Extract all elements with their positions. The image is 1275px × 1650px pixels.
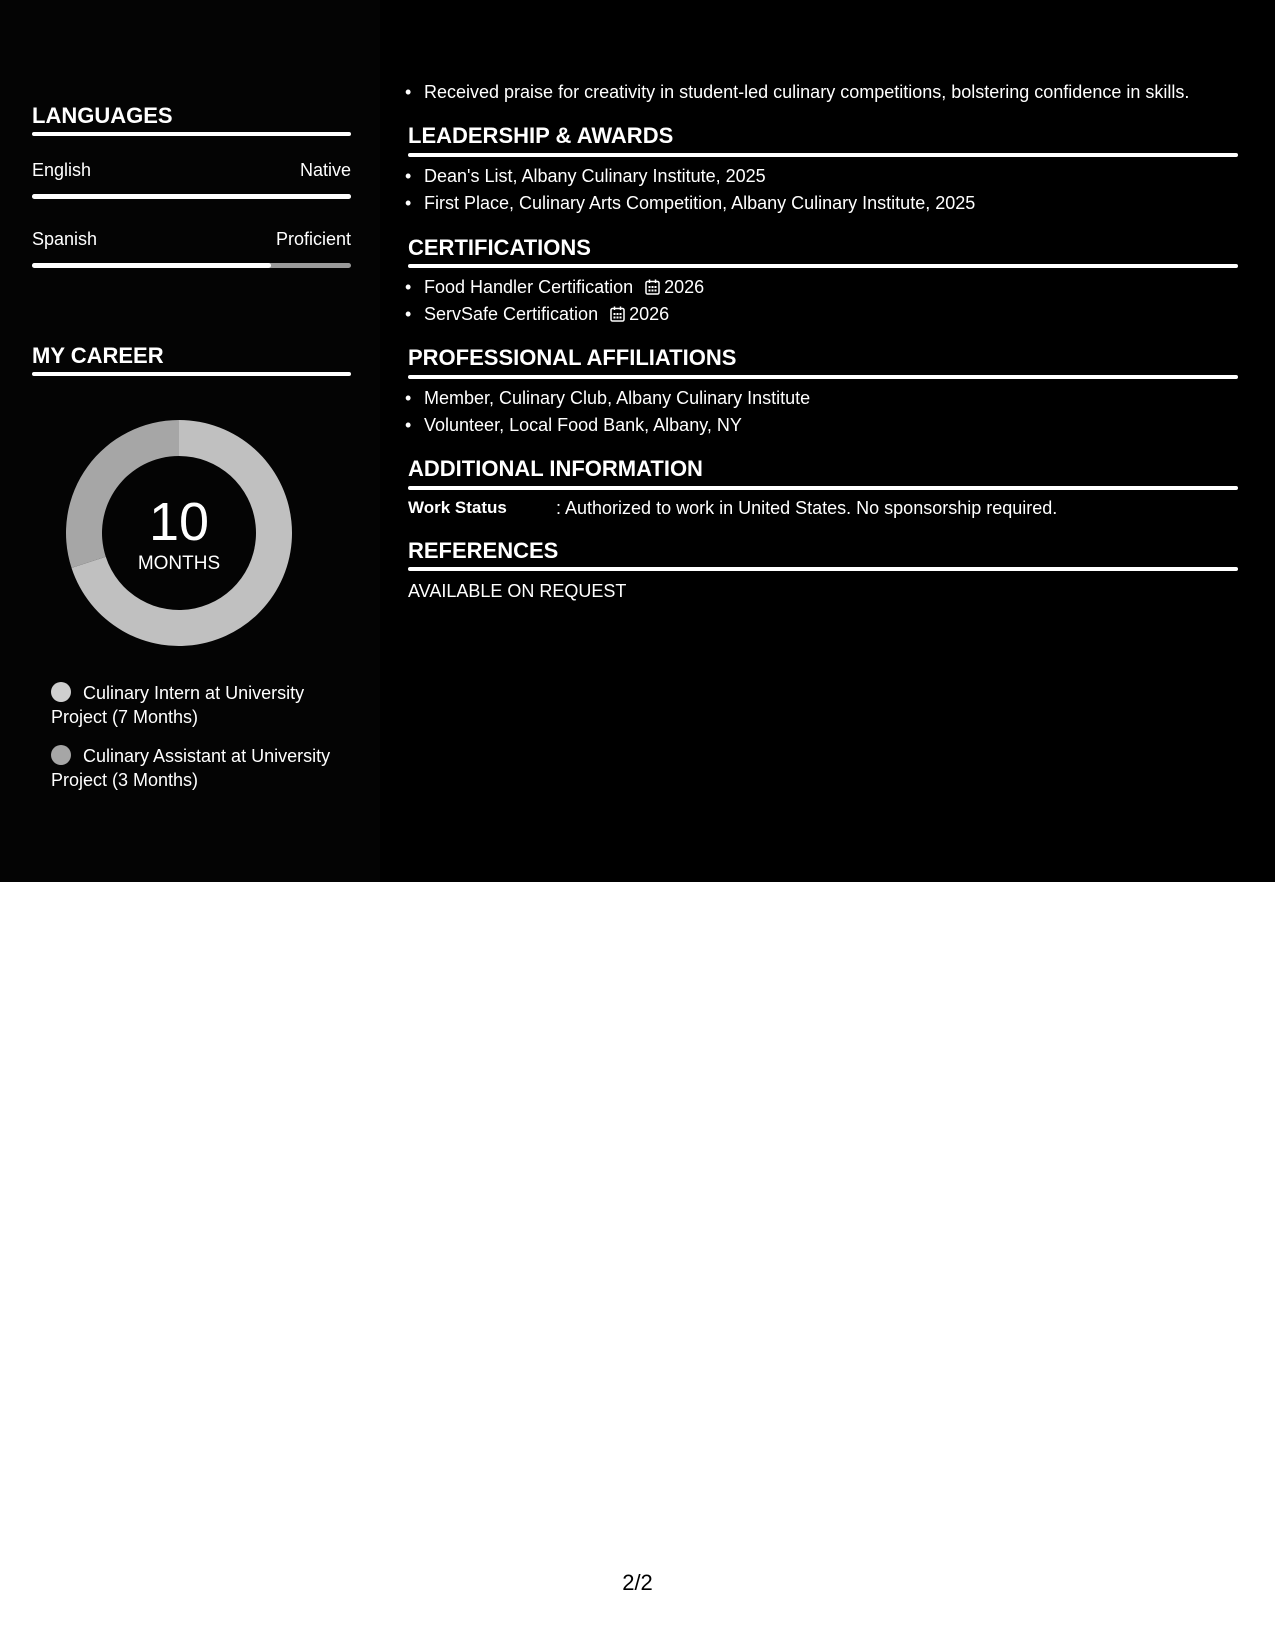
list-item xyxy=(405,301,1245,328)
references-text: AVAILABLE ON REQUEST xyxy=(408,581,627,601)
language-item xyxy=(32,160,351,199)
language-proficiency-fill xyxy=(32,194,351,199)
language-proficiency-bar xyxy=(32,263,351,268)
certification-name: ServSafe Certification xyxy=(424,304,599,324)
career-heading: MY CAREER xyxy=(32,343,164,368)
additional-info-rule xyxy=(408,486,1238,490)
language-name: English xyxy=(32,160,92,180)
certifications-list xyxy=(405,274,1245,328)
leadership-rule xyxy=(408,153,1238,157)
legend-label: Culinary Assistant at University Project (3 Months) xyxy=(51,746,331,790)
language-level: Native xyxy=(299,160,351,180)
career-donut-chart xyxy=(66,420,292,646)
language-name: Spanish xyxy=(32,229,98,249)
career-rule xyxy=(32,372,351,376)
certifications-heading: CERTIFICATIONS xyxy=(408,235,591,260)
additional-info-heading: ADDITIONAL INFORMATION xyxy=(408,456,703,481)
career-total-months: 10 xyxy=(148,492,210,552)
sidebar xyxy=(0,0,380,882)
experience-bullets xyxy=(405,79,1245,106)
list-item: • First Place, Culinary Arts Competition, Albany Culinary Institute, 2025 xyxy=(405,190,1245,217)
affiliations-list xyxy=(405,385,1245,439)
main-content xyxy=(380,0,1275,882)
affiliations-rule xyxy=(408,375,1238,379)
references-heading: REFERENCES xyxy=(408,538,559,563)
list-item: • Received praise for creativity in student-led culinary competitions, bolstering confidence in skills. xyxy=(405,79,1245,106)
leadership-list xyxy=(405,163,1245,217)
list-item: • Volunteer, Local Food Bank, Albany, NY xyxy=(405,412,1245,439)
certification-year: 2026 xyxy=(629,304,670,324)
calendar-icon xyxy=(645,279,660,295)
certification-year: 2026 xyxy=(664,277,705,297)
list-item: • Member, Culinary Club, Albany Culinary Institute xyxy=(405,385,1245,412)
list-item xyxy=(405,274,1245,301)
legend-dot xyxy=(51,745,71,765)
career-legend-item xyxy=(51,681,341,729)
calendar-icon xyxy=(610,306,625,322)
work-status-label: Work Status xyxy=(408,498,507,517)
language-item xyxy=(32,229,351,268)
certification-name: Food Handler Certification xyxy=(424,277,634,297)
career-section xyxy=(32,342,351,376)
languages-section xyxy=(32,102,351,268)
languages-heading: LANGUAGES xyxy=(32,103,173,128)
language-level: Proficient xyxy=(275,229,351,249)
references-rule xyxy=(408,567,1238,571)
certifications-rule xyxy=(408,264,1238,268)
leadership-heading: LEADERSHIP & AWARDS xyxy=(408,123,674,148)
legend-label: Culinary Intern at University Project (7 Months) xyxy=(51,683,305,727)
list-item: • Dean's List, Albany Culinary Institute, 2025 xyxy=(405,163,1245,190)
donut-center xyxy=(66,420,292,646)
affiliations-heading: PROFESSIONAL AFFILIATIONS xyxy=(408,345,737,370)
work-status-value: : Authorized to work in United States. No sponsorship required. xyxy=(556,498,1058,518)
legend-dot xyxy=(51,682,71,702)
language-proficiency-fill xyxy=(32,263,271,268)
language-proficiency-bar xyxy=(32,194,351,199)
languages-rule xyxy=(32,132,351,136)
page-number: 2/2 xyxy=(622,1570,653,1595)
career-legend-item xyxy=(51,744,341,792)
career-total-unit: MONTHS xyxy=(137,553,221,574)
